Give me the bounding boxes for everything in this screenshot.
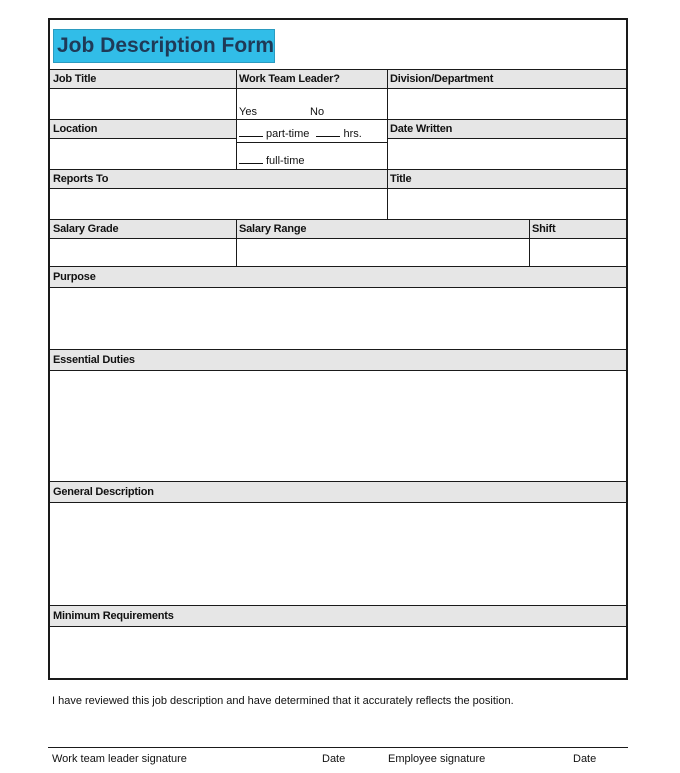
divider-col-shift xyxy=(529,219,530,267)
yes-option[interactable]: Yes xyxy=(239,106,257,118)
purpose-header-band xyxy=(50,266,626,288)
row-2-top-rule xyxy=(236,119,387,120)
job-title-label: Job Title xyxy=(53,73,97,85)
hours-rule xyxy=(236,142,387,143)
row-3-header-band xyxy=(50,169,626,189)
general-description-label: General Description xyxy=(53,486,154,498)
general-description-field[interactable] xyxy=(50,504,626,605)
review-statement: I have reviewed this job description and have determined that it accurately reflects the position. xyxy=(52,695,514,707)
date-label-2: Date xyxy=(573,753,597,765)
purpose-label: Purpose xyxy=(53,271,96,283)
minimum-requirements-label: Minimum Requirements xyxy=(53,610,174,622)
divider-col-1-salary xyxy=(236,219,237,267)
part-time-option[interactable] xyxy=(239,128,362,140)
full-time-blank[interactable] xyxy=(239,163,263,164)
form-title: Job Description Form xyxy=(53,29,275,63)
title-field[interactable] xyxy=(389,190,626,219)
division-department-label: Division/Department xyxy=(390,73,494,85)
divider-col-2 xyxy=(387,69,388,220)
location-label: Location xyxy=(53,123,98,135)
location-field[interactable] xyxy=(50,140,236,169)
purpose-field[interactable] xyxy=(50,289,626,349)
date-written-label: Date Written xyxy=(390,123,453,135)
salary-range-field[interactable] xyxy=(238,240,530,266)
shift-label: Shift xyxy=(532,223,556,235)
essential-duties-field[interactable] xyxy=(50,372,626,480)
part-time-text: part-time xyxy=(266,128,310,140)
job-description-form xyxy=(48,18,628,680)
work-team-leader-signature-label: Work team leader signature xyxy=(52,753,187,765)
minimum-requirements-field[interactable] xyxy=(50,628,626,678)
hours-blank[interactable] xyxy=(316,136,340,137)
employee-signature-label: Employee signature xyxy=(388,753,486,765)
hrs-text: hrs. xyxy=(343,128,362,140)
salary-grade-label: Salary Grade xyxy=(53,223,119,235)
salary-grade-field[interactable] xyxy=(50,240,236,266)
reports-to-label: Reports To xyxy=(53,173,109,185)
full-time-text: full-time xyxy=(266,155,305,167)
reports-to-field[interactable] xyxy=(50,190,387,219)
salary-range-label: Salary Range xyxy=(239,223,307,235)
date-written-field[interactable] xyxy=(389,140,626,169)
essential-duties-label: Essential Duties xyxy=(53,354,135,366)
work-team-leader-label: Work Team Leader? xyxy=(239,73,340,85)
date-label-1: Date xyxy=(322,753,346,765)
no-option[interactable]: No xyxy=(310,106,325,118)
job-title-field[interactable] xyxy=(50,90,236,119)
divider-col-1-upper xyxy=(236,69,237,170)
shift-field[interactable] xyxy=(531,240,626,266)
full-time-option[interactable] xyxy=(239,155,305,167)
essential-duties-header-band xyxy=(50,349,626,371)
division-department-field[interactable] xyxy=(389,90,626,119)
title-label: Title xyxy=(390,173,412,185)
signature-line xyxy=(48,747,628,748)
part-time-blank[interactable] xyxy=(239,136,263,137)
